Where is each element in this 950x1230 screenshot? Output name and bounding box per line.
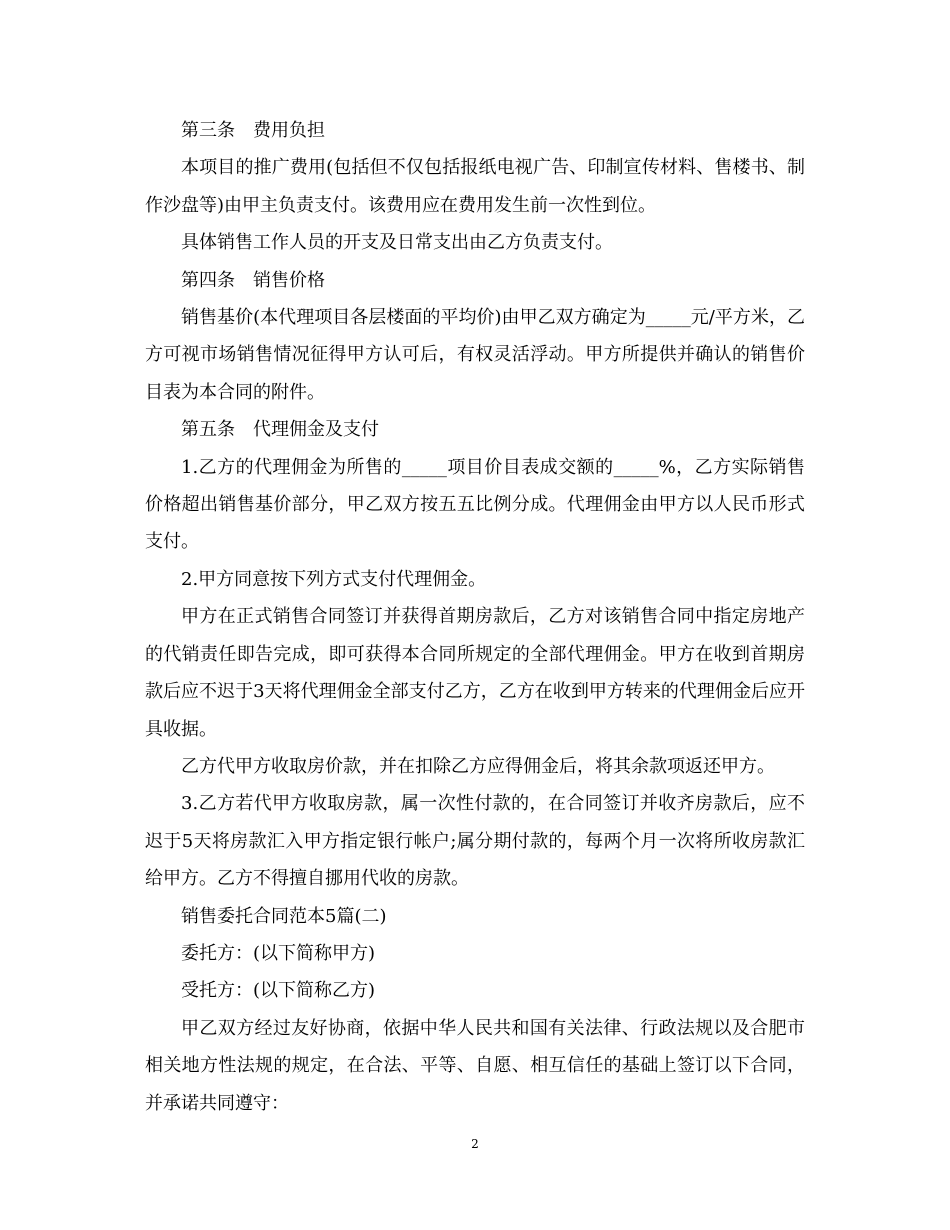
paragraph-promotion-costs: 本项目的推广费用(包括但不仅包括报纸电视广告、印制宣传材料、售楼书、制作沙盘等)由甲主负责支付。该费用应在费用发生前一次性到位。 xyxy=(145,157,805,216)
paragraph-preamble: 甲乙双方经过友好协商，依据中华人民共和国有关法律、行政法规以及合肥市相关地方性法规的规定，在合法、平等、自愿、相互信任的基础上签订以下合同，并承诺共同遵守： xyxy=(145,1017,805,1114)
heading-article-4: 第四条 销售价格 xyxy=(181,269,325,291)
heading-article-3: 第三条 费用负担 xyxy=(181,120,325,141)
paragraph-commission-payment: 甲方在正式销售合同签订并获得首期房款后，乙方对该销售合同中指定房地产的代销责任即告完成，即可获得本合同所规定的全部代理佣金。甲方在收到首期房款后应不迟于3天将代理佣金全部支付乙方，乙方在收到甲方转来的代理佣金后应开具收据。 xyxy=(145,606,805,740)
document-body xyxy=(145,112,805,1122)
paragraph-commission-3: 3.乙方若代甲方收取房款，属一次性付款的，在合同签订并收齐房款后，应不迟于5天将房款汇入甲方指定银行帐户;属分期付款的，每两个月一次将所收房款汇给甲方。乙方不得擅自挪用代收的房款。 xyxy=(145,793,805,890)
heading-contract-2: 销售委托合同范本5篇(二) xyxy=(181,905,387,927)
paragraph-client: 委托方：(以下简称甲方) xyxy=(181,942,376,964)
heading-article-5: 第五条 代理佣金及支付 xyxy=(181,419,379,441)
page-number: 2 xyxy=(471,1137,479,1151)
paragraph-collection: 乙方代甲方收取房价款，并在扣除乙方应得佣金后，将其余款项返还甲方。 xyxy=(181,755,775,777)
paragraph-commission-1: 1.乙方的代理佣金为所售的_____项目价目表成交额的_____%，乙方实际销售价格超出销售基价部分，甲乙双方按五五比例分成。代理佣金由甲方以人民币形式支付。 xyxy=(145,456,805,553)
paragraph-agent: 受托方：(以下简称乙方) xyxy=(181,980,376,1002)
paragraph-staff-costs: 具体销售工作人员的开支及日常支出由乙方负责支付。 xyxy=(181,232,613,254)
paragraph-base-price: 销售基价(本代理项目各层楼面的平均价)由甲乙双方确定为_____元/平方米，乙方可视市场销售情况征得甲方认可后，有权灵活浮动。甲方所提供并确认的销售价目表为本合同的附件。 xyxy=(145,307,805,403)
paragraph-commission-2: 2.甲方同意按下列方式支付代理佣金。 xyxy=(181,568,487,590)
